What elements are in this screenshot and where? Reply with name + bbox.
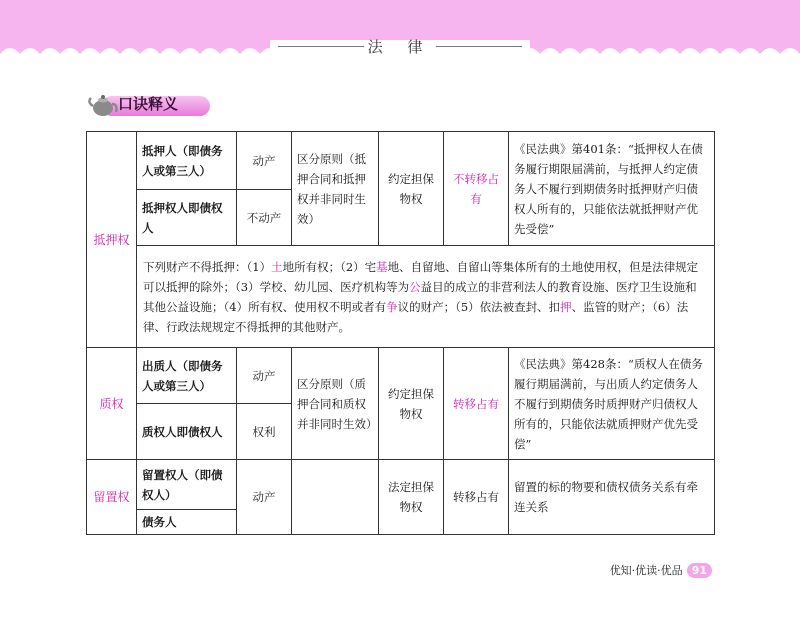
nature-cell: 约定担保物权: [379, 132, 444, 246]
note-text: 议的财产；（5）依法被查封、扣: [397, 299, 561, 314]
nature-cell: 法定担保物权: [379, 460, 444, 535]
party-label: 抵押权人即债权人: [142, 200, 223, 235]
asset-cell: 动产: [237, 132, 292, 190]
teapot-icon: [88, 92, 118, 118]
party-label: 质权人即债权人: [142, 424, 223, 439]
security-rights-table: [86, 131, 715, 535]
note-text: 地所有权；（2）宅: [282, 259, 377, 274]
formation-cell: 区分原则（质押合同和质权并非同时生效）: [292, 348, 379, 460]
party-cell: [137, 404, 237, 460]
law-article-cell: 《民法典》第401条：“抵押权人在债务履行期限届满前，与抵押人约定债务人不履行到期债务时抵押财产归债权人所有的，只能依法就抵押财产优先受偿”: [509, 132, 715, 246]
asset-cell: 动产: [237, 460, 292, 535]
party-label: 留置权人（即债权人）: [142, 467, 223, 502]
category-cell: 抵押权: [87, 132, 137, 348]
party-cell: [137, 132, 237, 190]
category-cell: 质权: [87, 348, 137, 460]
law-article-cell: 留置的标的物要和债权债务关系有牵连关系: [509, 460, 715, 535]
party-cell: [137, 190, 237, 246]
note-text: 益目的成立的非营利法人的教育设施、医疗卫生设施和其他公益设施；（4）所有权、使用权不明或者有: [143, 279, 697, 314]
note-highlight: 基: [376, 259, 388, 274]
asset-cell: 权利: [237, 404, 292, 460]
note-highlight: 争: [386, 299, 398, 314]
possession-cell: 转移占有: [444, 348, 509, 460]
party-label: 抵押人（即债务人或第三人）: [142, 143, 223, 178]
page-header-title: 法 律: [367, 38, 433, 56]
table-row: [87, 132, 715, 190]
possession-cell: 转移占有: [444, 460, 509, 535]
table-row: [87, 246, 715, 348]
table-row: [87, 460, 715, 510]
possession-cell: 不转移占有: [444, 132, 509, 246]
party-cell: [137, 510, 237, 535]
note-text: 、监管的财产；（6）法律、行政法规规定不得抵押的其他财产。: [143, 299, 689, 334]
note-text: 下列财产不得抵押：（1）: [143, 259, 272, 274]
note-highlight: 押: [560, 299, 572, 314]
footer-tagline: 优知·优读·优品: [609, 564, 683, 577]
party-label: 出质人（即债务人或第三人）: [142, 358, 223, 393]
category-cell: 留置权: [87, 460, 137, 535]
page-footer: [610, 562, 712, 578]
party-cell: [137, 460, 237, 510]
asset-cell: 动产: [237, 348, 292, 404]
law-article-cell: 《民法典》第428条：“质权人在债务履行期届满前，与出质人约定债务人不履行到期债务时质押财产归债权人所有的，只能依法就质押财产优先受偿”: [509, 348, 715, 460]
note-highlight: 公: [409, 279, 421, 294]
non-mortgageable-note-cell: [137, 246, 715, 348]
nature-cell: 约定担保物权: [379, 348, 444, 460]
party-label: 债务人: [142, 515, 177, 529]
page-number: 91: [687, 563, 712, 578]
formation-cell: 区分原则（抵押合同和抵押权并非同时生效）: [292, 132, 379, 246]
party-cell: [137, 348, 237, 404]
asset-cell: 不动产: [237, 190, 292, 246]
table-row: [87, 348, 715, 404]
section-heading-label: 口诀释义: [118, 95, 179, 113]
note-highlight: 土: [271, 259, 283, 274]
note-text: 地、自留地、自留山等集体所有的土地使用权，但是法律规定可以抵押的除外；（3）学校、幼儿园、医疗机构等为: [143, 259, 699, 294]
formation-cell: [292, 460, 379, 535]
